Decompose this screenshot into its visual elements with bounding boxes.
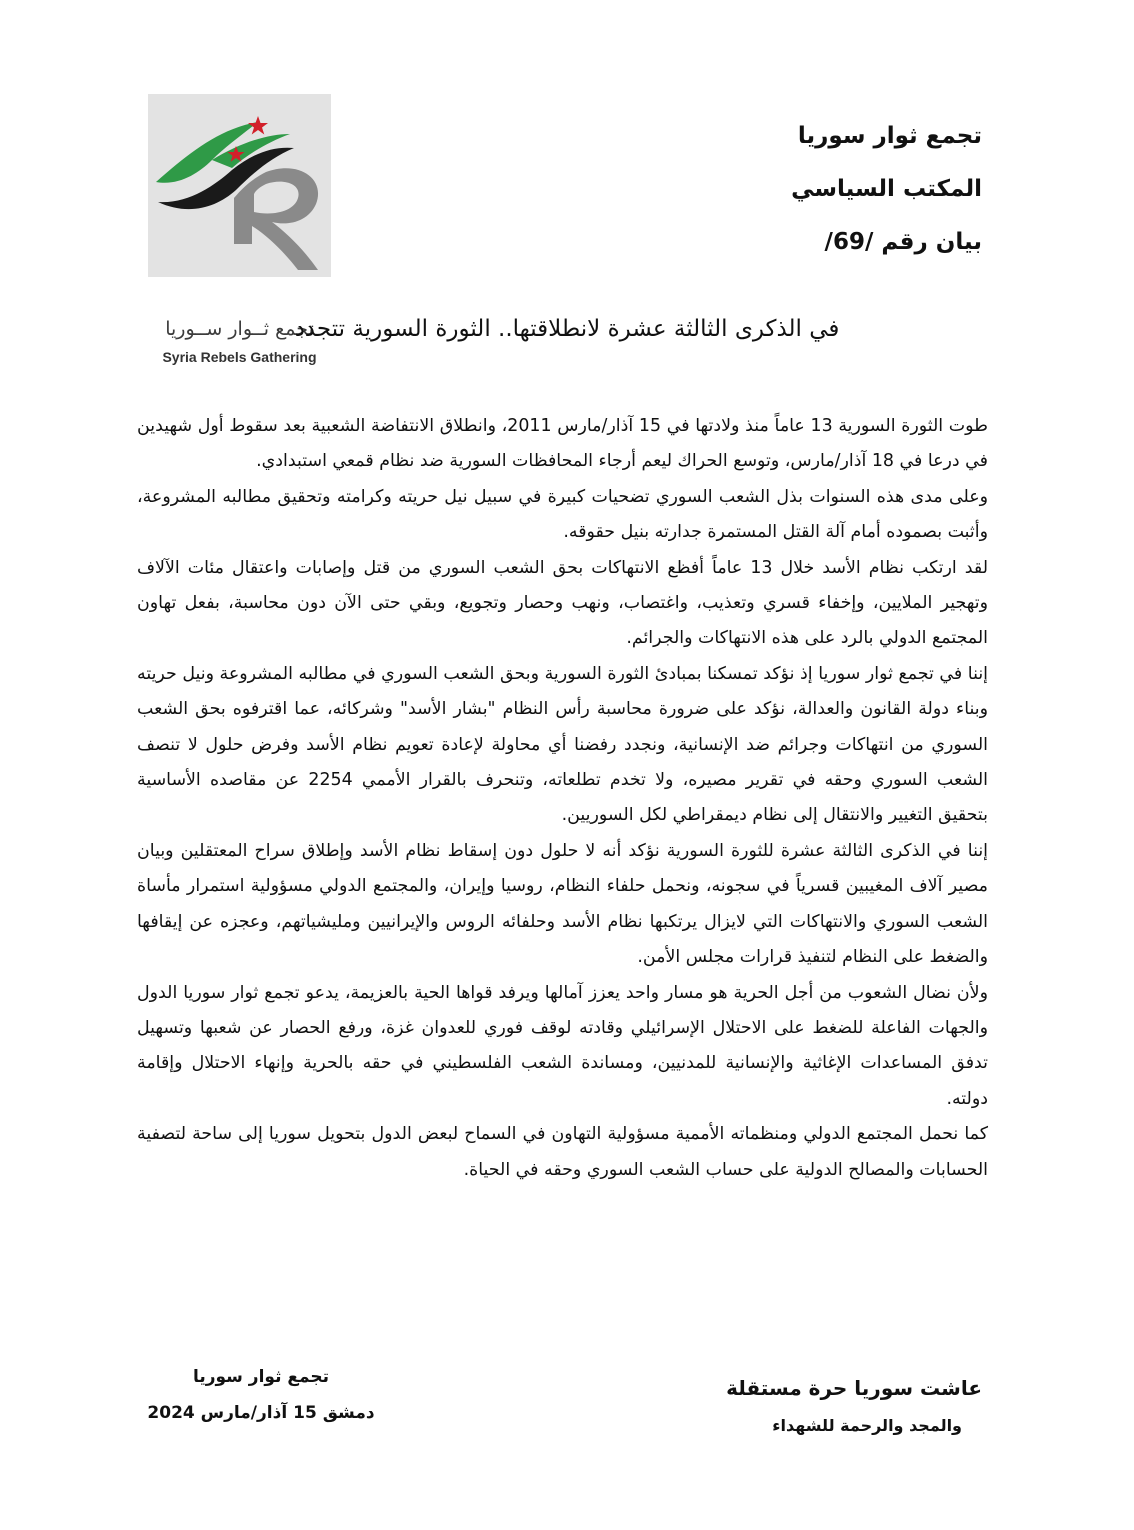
syria-rebels-gathering-logo: [148, 94, 331, 365]
logo-arabic-name: تجمع ثــوار ســوريا: [165, 318, 314, 340]
statement-title: في الذكرى الثالثة عشرة لانطلاقتها.. الثورة السورية تتجدد: [294, 316, 840, 342]
statement-body: [137, 409, 988, 1188]
paragraph: لقد ارتكب نظام الأسد خلال 13 عاماً أفظع الانتهاكات بحق الشعب السوري من قتل وإصابات واعتقال مئات الآلاف وتهجير الملايين، وإخفاء قسري وتعذيب، واغتصاب، ونهب وحصار وتجويع، وبقي حتى الآن دون محاسبة، بفعل تهاون المجتمع الدولي بالرد على هذه الانتهاكات والجرائم.: [137, 557, 988, 649]
paragraph: ولأن نضال الشعوب من أجل الحرية هو مسار واحد يعزز آمالها ويرفد قواها الحية بالعزيمة، يدعو تجمع ثوار سوريا الدول والجهات الفاعلة للضغط على الاحتلال الإسرائيلي وقادته لوقف فوري للعدوان غزة، ورفع الحصار عن شعبها وتسهيل تدفق المساعدات الإغاثية والإنسانية للمدنيين، ومساندة الشعب الفلسطيني في حقه بالحرية وإنهاء الاحتلال وإقامة دولته.: [137, 982, 988, 1109]
paragraph: طوت الثورة السورية 13 عاماً منذ ولادتها في 15 آذار/مارس 2011، وانطلاق الانتفاضة الشعبية بعد سقوط أول شهيدين في درعا في 18 آذار/مارس، وتوسع الحراك ليعم أرجاء المحافظات السورية ضد نظام قمعي استبدادي.: [137, 416, 989, 472]
place-date: دمشق 15 آذار/مارس 2024: [147, 1403, 375, 1423]
organization-name: تجمع ثوار سوريا: [797, 123, 982, 149]
paragraph: وعلى مدى هذه السنوات بذل الشعب السوري تضحيات كبيرة في سبيل نيل حريته وكرامته وتحقيق مطالبه المشروعة، وأثبت بصموده أمام آلة القتل المستمرة جدارته بنيل حقوقه.: [137, 486, 988, 543]
slogan-line: عاشت سوريا حرة مستقلة: [726, 1376, 982, 1400]
letterhead: [791, 110, 982, 269]
logo-emblem-icon: [148, 94, 331, 277]
office-name: المكتب السياسي: [791, 176, 982, 202]
closing-slogan: [726, 1369, 982, 1445]
paragraph: إننا في الذكرى الثالثة عشرة للثورة السورية نؤكد أنه لا حلول دون إسقاط نظام الأسد وإطلاق سراح المعتقلين وبيان مصير آلاف المغيبين قسرياً في سجونه، ونحمل حلفاء النظام، روسيا وإيران، والمجتمع الدولي مسؤولية استمرار مأساة الشعب السوري والانتهاكات التي لايزال يرتكبها نظام الأسد وحلفائه الروس والإيرانيين ومليشياتهم، وعجزه عن إيقافها والضغط على النظام لتنفيذ قرارات مجلس الأمن.: [137, 840, 988, 968]
paragraph: كما نحمل المجتمع الدولي ومنظماته الأممية مسؤولية التهاون في السماح لبعض الدول بتحويل سوريا إلى ساحة لتصفية الحسابات والمصالح الدولية على حساب الشعب السوري وحقه في الحياة.: [137, 1124, 988, 1180]
paragraph: إننا في تجمع ثوار سوريا إذ نؤكد تمسكنا بمبادئ الثورة السورية وبحق الشعب السوري في مطالبه المشروعة ونيل حريته وبناء دولة القانون والعدالة، نؤكد على ضرورة محاسبة رأس النظام "بشار الأسد" وشركائه، عما اقترفوه بحق الشعب السوري من انتهاكات وجرائم ضد الإنسانية، ونجدد رفضنا أي محاولة لإعادة تعويم نظام الأسد وفرض حلول لا تنصف الشعب السوري وحقه في تقرير مصيره، ولا تخدم تطلعاته، وتنحرف بالقرار الأممي 2254 عن مقاصده الأساسية بتحقيق التغيير والانتقال إلى نظام ديمقراطي لكل السوريين.: [137, 663, 988, 826]
statement-number: بيان رقم /69/: [824, 229, 982, 255]
signatory: تجمع ثوار سوريا: [192, 1367, 330, 1387]
glory-line: والمجد والرحمة للشهداء: [772, 1416, 962, 1435]
signature-block: [146, 1359, 376, 1431]
logo-english-name: Syria Rebels Gathering: [162, 349, 317, 365]
